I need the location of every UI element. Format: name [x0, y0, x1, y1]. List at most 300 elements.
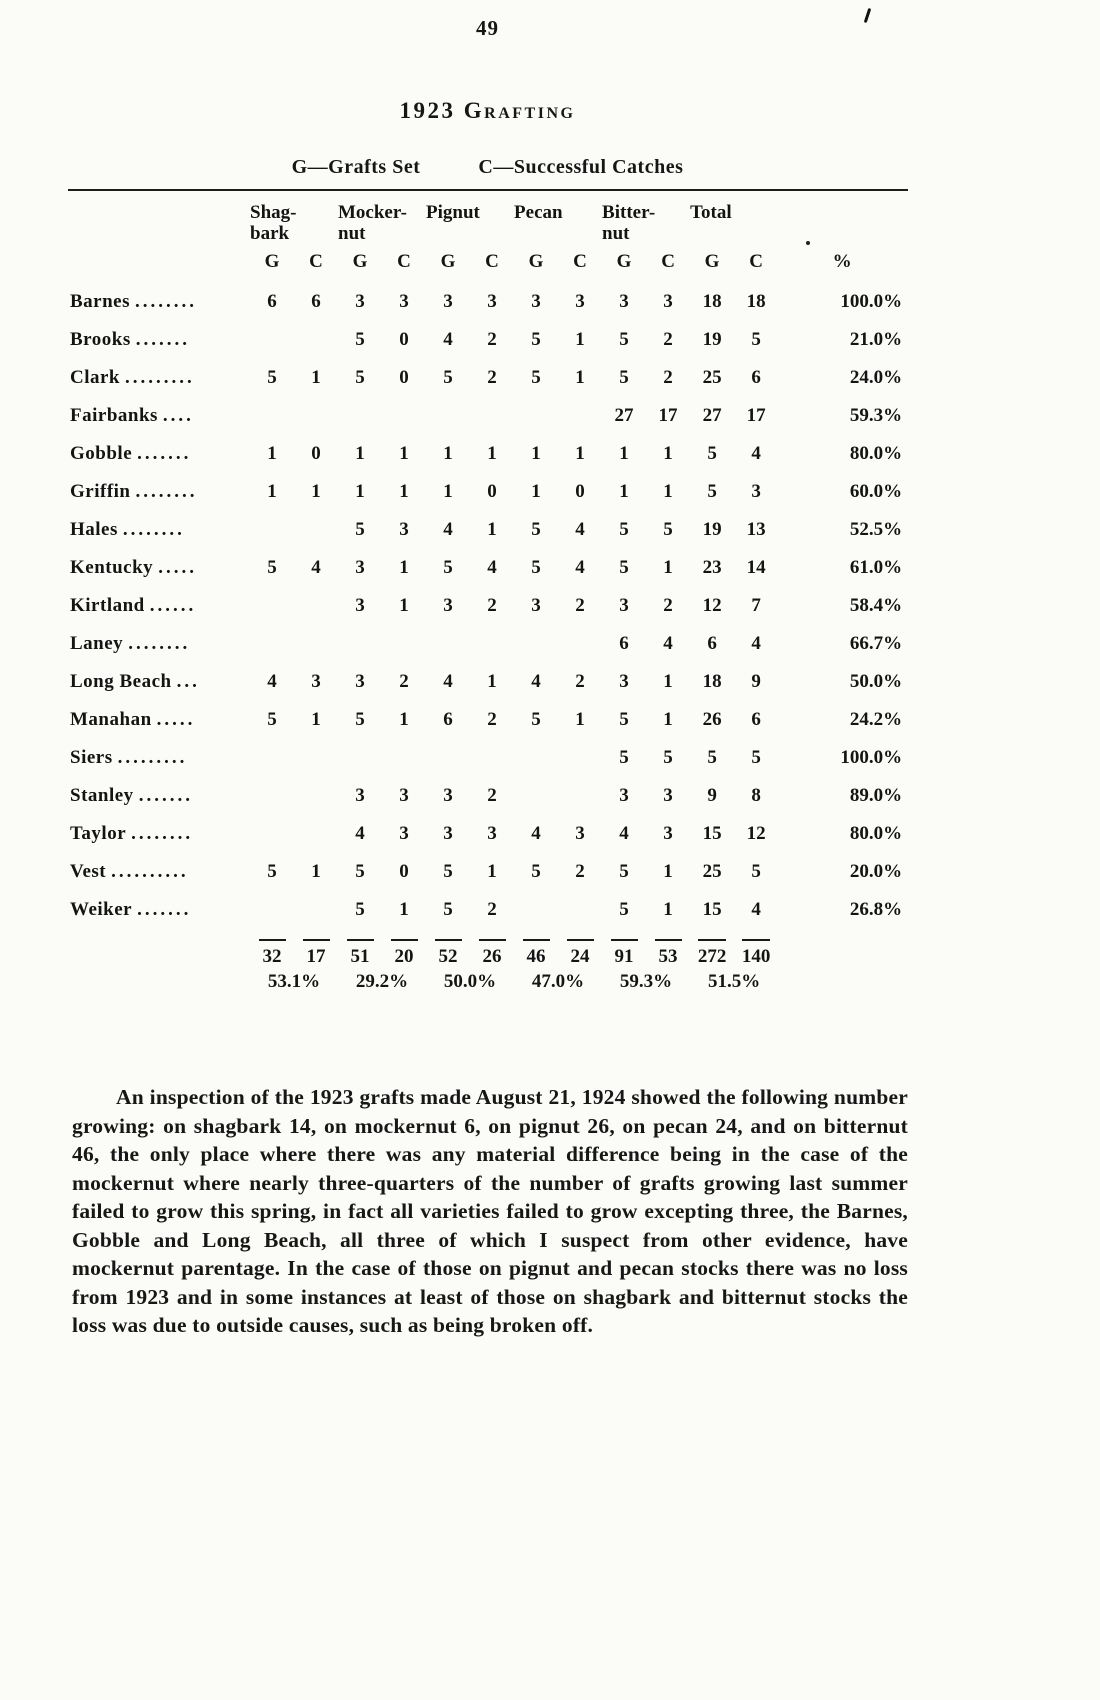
row-name: Weiker	[70, 898, 133, 920]
gc-header: G	[528, 250, 544, 272]
cell-value: 5	[267, 366, 277, 388]
dot-leader: .......	[135, 328, 190, 350]
cell-value: 5	[355, 518, 365, 540]
cell-value: 1	[663, 480, 673, 502]
dot-leader: ........	[135, 480, 198, 502]
total-percent: 50.0%	[443, 970, 497, 992]
row-label	[70, 891, 250, 929]
cell-value: 17	[658, 404, 678, 426]
total-number: 53	[655, 939, 682, 968]
table-row	[70, 549, 906, 587]
cell-value: 2	[487, 328, 497, 350]
cell-value	[294, 321, 338, 359]
dot-leader: .........	[117, 746, 188, 768]
row-percent: 80.0%	[849, 442, 903, 464]
gc-header: G	[352, 250, 368, 272]
cell-value: 4	[531, 822, 541, 844]
row-percent: 100.0%	[840, 746, 903, 768]
cell-value	[558, 625, 602, 663]
column-group-header	[338, 194, 426, 245]
row-percent: 21.0%	[849, 328, 903, 350]
gc-header: G	[616, 250, 632, 272]
cell-value: 8	[751, 784, 761, 806]
gc-header: C	[309, 250, 323, 272]
total-value	[338, 929, 382, 968]
cell-value	[470, 397, 514, 435]
totals-percent-label-spacer	[70, 968, 250, 1001]
cell-value: 5	[355, 366, 365, 388]
cell-value	[294, 587, 338, 625]
table-row	[70, 777, 906, 815]
cell-value: 2	[487, 366, 497, 388]
column-group-header	[602, 194, 690, 245]
cell-value: 3	[399, 822, 409, 844]
body-paragraph: An inspection of the 1923 grafts made August 21, 1924 showed the following number growing: on shagbark 14, on mockernut 6, on pignut 26, on pecan 24, and on bitternut 46, the only place where there was any material difference being in the case of the mockernut where nearly three-quarters of the number of grafts growing last summer failed to grow this spring, in fact all varieties failed to grow excepting three, the Barnes, Gobble and Long Beach, all three of which I suspect from other evidence, have mockernut parentage. In the case of those on pignut and pecan stocks there was no loss from 1923 and in some instances at least of those on shagbark and bitternut stocks the loss was due to outside causes, such as being broken off.	[72, 1085, 908, 1337]
total-value	[734, 929, 778, 968]
cell-value: 4	[751, 632, 761, 654]
cell-value: 3	[619, 594, 629, 616]
dot-leader: .........	[125, 366, 195, 388]
row-percent: 100.0%	[840, 290, 903, 312]
group-header-line2: bark	[250, 223, 290, 245]
cell-value: 2	[487, 708, 497, 730]
row-percent: 24.0%	[849, 366, 903, 388]
cell-value	[514, 739, 558, 777]
cell-value: 4	[663, 632, 673, 654]
row-name: Barnes	[70, 290, 130, 312]
dot-leader: .....	[156, 708, 196, 730]
cell-value	[338, 739, 382, 777]
column-group-header	[690, 194, 778, 245]
cell-value: 3	[531, 290, 541, 312]
cell-value: 1	[355, 480, 365, 502]
cell-value: 5	[751, 860, 761, 882]
cell-value: 15	[702, 898, 722, 920]
row-label	[70, 701, 250, 739]
table-row	[70, 663, 906, 701]
row-label-header	[70, 194, 250, 245]
cell-value: 1	[311, 366, 321, 388]
cell-value: 15	[702, 822, 722, 844]
total-number: 46	[523, 939, 550, 968]
cell-value: 1	[531, 442, 541, 464]
cell-value: 2	[575, 594, 585, 616]
total-value	[558, 929, 602, 968]
cell-value: 1	[575, 328, 585, 350]
cell-value	[470, 739, 514, 777]
row-name: Laney	[70, 632, 124, 654]
total-number: 52	[435, 939, 462, 968]
totals-percent-end-spacer	[778, 968, 906, 1001]
table-row	[70, 283, 906, 321]
cell-value	[250, 815, 294, 853]
dot-leader: ........	[131, 822, 194, 844]
cell-value: 1	[619, 480, 629, 502]
cell-value: 0	[399, 328, 409, 350]
cell-value: 1	[663, 860, 673, 882]
cell-value: 3	[575, 822, 585, 844]
cell-value: 5	[531, 366, 541, 388]
table-body	[70, 283, 906, 1001]
cell-value: 12	[702, 594, 722, 616]
gc-header-row	[70, 245, 906, 283]
table-container	[70, 194, 906, 1001]
cell-value	[338, 397, 382, 435]
cell-value	[382, 739, 426, 777]
cell-value: 1	[487, 442, 497, 464]
total-number: 32	[259, 939, 286, 968]
cell-value: 5	[355, 708, 365, 730]
row-name: Manahan	[70, 708, 152, 730]
total-value	[250, 929, 294, 968]
row-name: Hales	[70, 518, 118, 540]
cell-value: 5	[751, 328, 761, 350]
dot-leader: ...	[176, 670, 200, 692]
group-header-line2: nut	[338, 223, 366, 245]
cell-value: 9	[707, 784, 717, 806]
cell-value: 5	[619, 860, 629, 882]
cell-value: 5	[355, 860, 365, 882]
column-group-header	[514, 194, 602, 245]
row-name: Kentucky	[70, 556, 154, 578]
cell-value: 9	[751, 670, 761, 692]
cell-value: 27	[702, 404, 722, 426]
cell-value	[426, 739, 470, 777]
cell-value	[294, 777, 338, 815]
total-percent: 47.0%	[531, 970, 585, 992]
page-number: 49	[476, 16, 499, 40]
cell-value: 6	[443, 708, 453, 730]
cell-value: 1	[663, 442, 673, 464]
gc-header: C	[661, 250, 675, 272]
column-group-header	[250, 194, 338, 245]
cell-value	[250, 739, 294, 777]
cell-value: 3	[531, 594, 541, 616]
table-row	[70, 321, 906, 359]
cell-value: 4	[443, 670, 453, 692]
cell-value: 5	[619, 708, 629, 730]
cell-value: 4	[443, 518, 453, 540]
group-header-line1: Shag-	[250, 202, 297, 223]
cell-value: 5	[531, 556, 541, 578]
cell-value: 0	[487, 480, 497, 502]
cell-value: 1	[487, 860, 497, 882]
cell-value: 2	[487, 594, 497, 616]
cell-value: 5	[531, 708, 541, 730]
total-percent: 53.1%	[267, 970, 321, 992]
cell-value	[558, 739, 602, 777]
cell-value: 3	[355, 784, 365, 806]
row-label	[70, 587, 250, 625]
cell-value: 17	[746, 404, 766, 426]
cell-value: 3	[663, 784, 673, 806]
row-label	[70, 815, 250, 853]
total-number: 26	[479, 939, 506, 968]
cell-value	[470, 625, 514, 663]
cell-value: 13	[746, 518, 766, 540]
table-row	[70, 701, 906, 739]
row-label	[70, 739, 250, 777]
row-name: Kirtland	[70, 594, 145, 616]
grafting-table	[70, 194, 906, 1001]
cell-value: 5	[443, 898, 453, 920]
total-value	[294, 929, 338, 968]
total-number: 272	[698, 939, 727, 968]
cell-value: 5	[619, 518, 629, 540]
cell-value: 1	[399, 898, 409, 920]
group-header-line2: nut	[602, 223, 630, 245]
cell-value: 5	[355, 328, 365, 350]
cell-value	[294, 891, 338, 929]
total-number: 17	[303, 939, 330, 968]
cell-value: 1	[311, 860, 321, 882]
cell-value	[426, 397, 470, 435]
cell-value: 1	[311, 708, 321, 730]
gc-header: C	[749, 250, 763, 272]
gc-header: C	[573, 250, 587, 272]
cell-value: 5	[443, 366, 453, 388]
horizontal-rule	[68, 189, 908, 191]
cell-value: 2	[487, 898, 497, 920]
table-row	[70, 397, 906, 435]
row-percent: 52.5%	[849, 518, 903, 540]
row-name: Clark	[70, 366, 120, 388]
table-head	[70, 194, 906, 283]
cell-value: 5	[663, 746, 673, 768]
cell-value: 5	[619, 366, 629, 388]
cell-value: 18	[746, 290, 766, 312]
dot-leader: .......	[137, 442, 192, 464]
cell-value: 5	[267, 860, 277, 882]
cell-value: 5	[267, 708, 277, 730]
cell-value: 18	[702, 290, 722, 312]
row-percent: 58.4%	[849, 594, 903, 616]
cell-value: 1	[399, 556, 409, 578]
table-row	[70, 625, 906, 663]
total-number: 20	[391, 939, 418, 968]
row-label	[70, 625, 250, 663]
cell-value: 3	[311, 670, 321, 692]
cell-value: 4	[487, 556, 497, 578]
row-name: Brooks	[70, 328, 131, 350]
cell-value: 5	[707, 480, 717, 502]
total-number: 140	[742, 939, 771, 968]
total-value	[690, 929, 734, 968]
cell-value: 23	[702, 556, 722, 578]
cell-value: 3	[443, 594, 453, 616]
table-row	[70, 853, 906, 891]
cell-value: 3	[399, 518, 409, 540]
cell-value: 3	[355, 670, 365, 692]
cell-value: 4	[267, 670, 277, 692]
total-percent: 51.5%	[707, 970, 761, 992]
table-row	[70, 891, 906, 929]
row-name: Gobble	[70, 442, 133, 464]
cell-value: 3	[355, 290, 365, 312]
cell-value	[294, 397, 338, 435]
row-percent: 59.3%	[849, 404, 903, 426]
percent-header-spacer	[778, 194, 906, 245]
row-label	[70, 283, 250, 321]
cell-value: 25	[702, 860, 722, 882]
cell-value: 4	[575, 518, 585, 540]
group-header-line1: Bitter-	[602, 202, 656, 223]
cell-value: 6	[267, 290, 277, 312]
cell-value	[250, 891, 294, 929]
cell-value: 3	[619, 290, 629, 312]
cell-value: 3	[443, 290, 453, 312]
cell-value: 1	[267, 442, 277, 464]
row-label-header	[70, 245, 250, 283]
row-name: Vest	[70, 860, 107, 882]
cell-value: 3	[355, 594, 365, 616]
group-header-line1: Mocker-	[338, 202, 407, 223]
group-header-line1: Total	[690, 202, 732, 223]
cell-value: 1	[443, 442, 453, 464]
table-row	[70, 739, 906, 777]
cell-value: 4	[443, 328, 453, 350]
row-name: Fairbanks	[70, 404, 158, 426]
cell-value: 5	[707, 442, 717, 464]
cell-value: 1	[487, 670, 497, 692]
cell-value: 26	[702, 708, 722, 730]
dot-leader: .....	[158, 556, 197, 578]
total-percent: 29.2%	[355, 970, 409, 992]
row-percent: 26.8%	[849, 898, 903, 920]
cell-value: 6	[707, 632, 717, 654]
cell-value: 1	[399, 708, 409, 730]
cell-value: 2	[575, 670, 585, 692]
cell-value: 3	[487, 822, 497, 844]
cell-value: 5	[531, 860, 541, 882]
legend-grafts-set: G—Grafts Set	[291, 156, 421, 178]
cell-value: 3	[355, 556, 365, 578]
cell-value: 1	[487, 518, 497, 540]
cell-value: 1	[663, 556, 673, 578]
cell-value: 1	[399, 594, 409, 616]
cell-value	[514, 777, 558, 815]
cell-value	[382, 397, 426, 435]
cell-value: 6	[751, 366, 761, 388]
cell-value	[250, 511, 294, 549]
cell-value: 5	[663, 518, 673, 540]
cell-value: 1	[575, 366, 585, 388]
cell-value: 1	[663, 898, 673, 920]
cell-value	[514, 397, 558, 435]
table-legend	[70, 156, 905, 179]
row-name: Taylor	[70, 822, 127, 844]
gc-header: C	[397, 250, 411, 272]
total-value	[514, 929, 558, 968]
cell-value	[558, 777, 602, 815]
row-label	[70, 435, 250, 473]
cell-value: 5	[619, 328, 629, 350]
gc-header: G	[704, 250, 720, 272]
cell-value	[558, 891, 602, 929]
cell-value: 4	[531, 670, 541, 692]
row-label	[70, 511, 250, 549]
cell-value: 14	[746, 556, 766, 578]
dot-leader: ....	[162, 404, 194, 426]
cell-value: 5	[531, 328, 541, 350]
total-number: 91	[611, 939, 638, 968]
cell-value: 1	[267, 480, 277, 502]
cell-value: 4	[575, 556, 585, 578]
cell-value: 2	[663, 366, 673, 388]
row-name: Long Beach	[70, 670, 172, 692]
table-row	[70, 587, 906, 625]
row-label	[70, 473, 250, 511]
cell-value: 6	[311, 290, 321, 312]
cell-value	[294, 739, 338, 777]
cell-value	[426, 625, 470, 663]
cell-value	[294, 625, 338, 663]
cell-value: 5	[619, 898, 629, 920]
totals-percent-row	[70, 968, 906, 1001]
percent-header: %	[778, 245, 906, 283]
cell-value	[250, 587, 294, 625]
dot-leader: ........	[122, 518, 185, 540]
dot-leader: ..........	[111, 860, 189, 882]
cell-value: 1	[311, 480, 321, 502]
cell-value: 3	[443, 784, 453, 806]
cell-value: 0	[575, 480, 585, 502]
cell-value: 3	[399, 784, 409, 806]
dot-leader: ........	[128, 632, 191, 654]
cell-value: 0	[399, 860, 409, 882]
cell-value: 3	[399, 290, 409, 312]
cell-value: 4	[751, 898, 761, 920]
cell-value: 19	[702, 518, 722, 540]
cell-value: 27	[614, 404, 634, 426]
cell-value: 1	[575, 708, 585, 730]
cell-value	[514, 625, 558, 663]
total-value	[470, 929, 514, 968]
total-value	[382, 929, 426, 968]
cell-value: 1	[575, 442, 585, 464]
row-name: Stanley	[70, 784, 134, 806]
cell-value	[250, 625, 294, 663]
row-label	[70, 397, 250, 435]
cell-value	[294, 815, 338, 853]
total-value	[646, 929, 690, 968]
cell-value: 1	[355, 442, 365, 464]
row-percent: 61.0%	[849, 556, 903, 578]
cell-value: 3	[575, 290, 585, 312]
cell-value: 5	[531, 518, 541, 540]
cell-value	[250, 397, 294, 435]
total-number: 24	[567, 939, 594, 968]
cell-value: 3	[751, 480, 761, 502]
cell-value: 1	[531, 480, 541, 502]
cell-value: 2	[663, 594, 673, 616]
total-percent: 59.3%	[619, 970, 673, 992]
column-group-header	[426, 194, 514, 245]
cell-value: 6	[751, 708, 761, 730]
cell-value: 1	[663, 670, 673, 692]
row-percent: 89.0%	[849, 784, 903, 806]
cell-value: 3	[619, 784, 629, 806]
cell-value: 3	[663, 822, 673, 844]
cell-value	[294, 511, 338, 549]
group-header-line1: Pecan	[514, 202, 563, 223]
row-name: Siers	[70, 746, 113, 768]
cell-value	[514, 891, 558, 929]
row-name: Griffin	[70, 480, 131, 502]
cell-value: 4	[619, 822, 629, 844]
cell-value: 2	[663, 328, 673, 350]
cell-value	[558, 397, 602, 435]
